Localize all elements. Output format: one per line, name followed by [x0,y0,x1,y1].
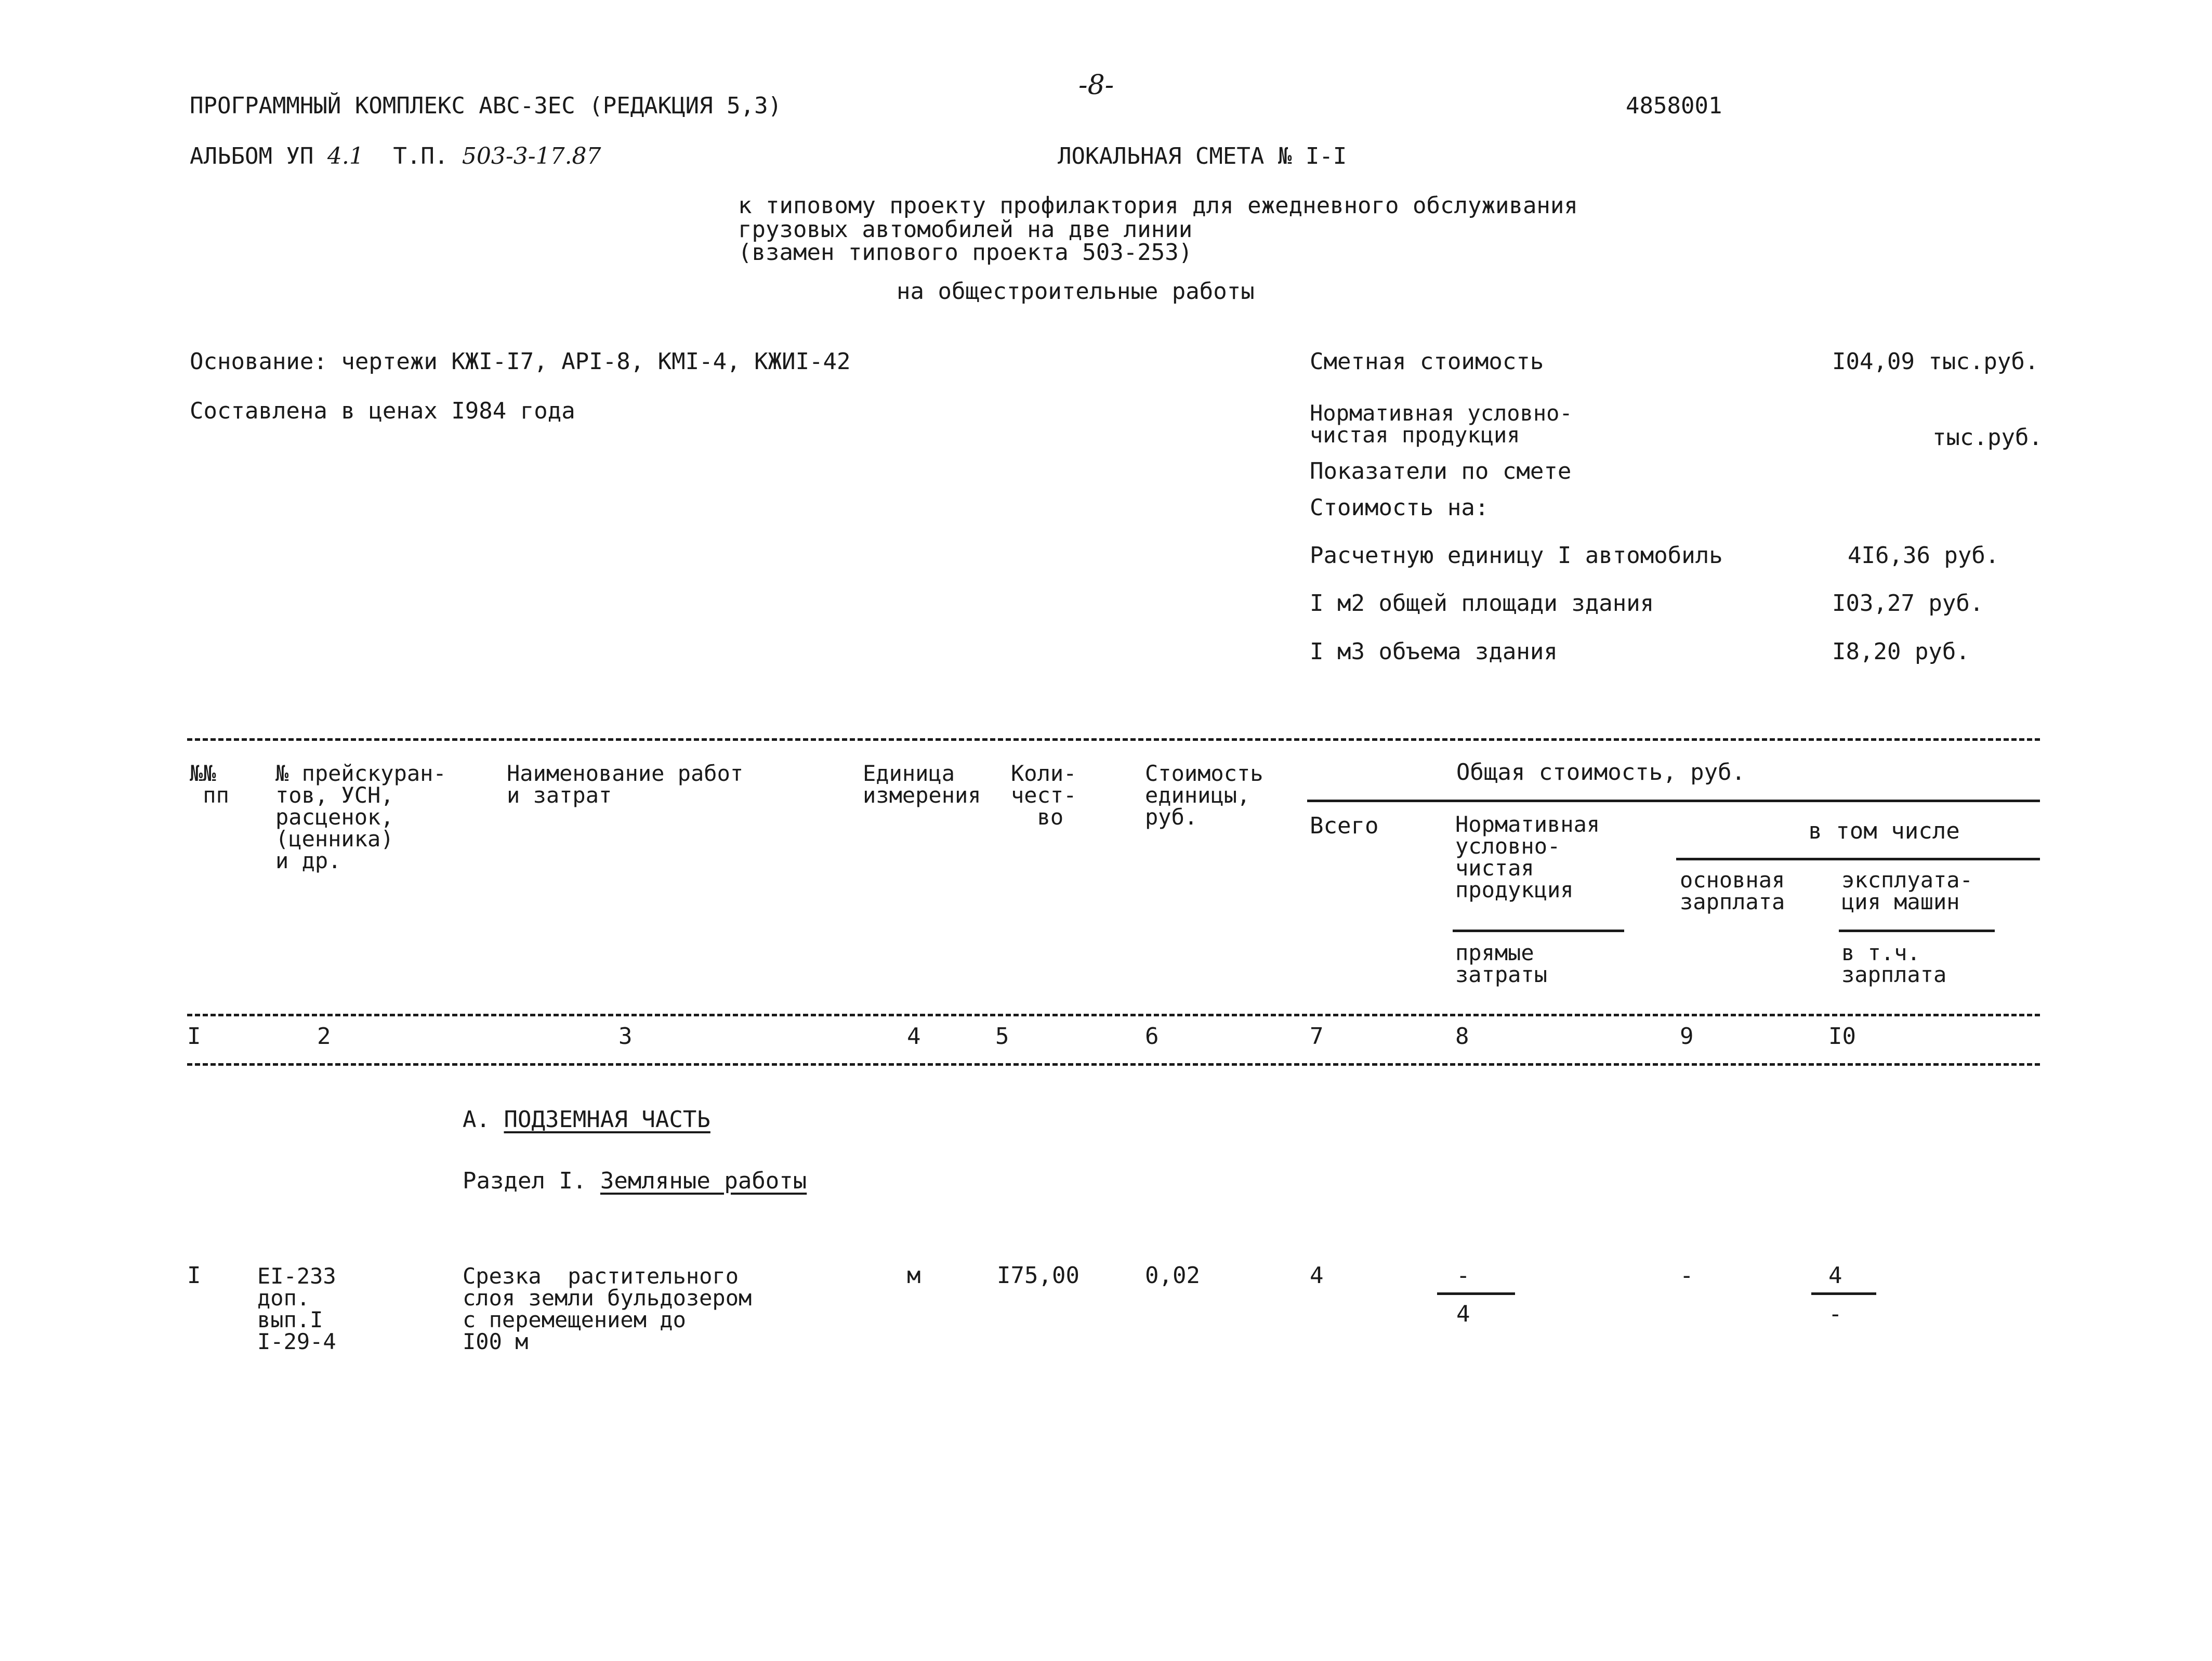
header-normative-product: Нормативная условно- чистая продукция [1455,812,1600,903]
section-a-heading [463,1107,710,1132]
header-including-rule [1676,858,2040,860]
tp-prefix: Т.П. [393,143,449,169]
column-number: 9 [1680,1023,1694,1050]
row-unit-cost: 0,02 [1145,1262,1200,1289]
section-1-prefix: Раздел I. [463,1168,587,1194]
subtitle-line-4: на общестроительные работы [897,278,1255,305]
row-price-code: ЕI-233 доп. вып.I I-29-4 [257,1263,336,1354]
tp-handwritten: 503-3-17.87 [462,143,601,169]
header-total: Всего [1310,813,1379,839]
estimate-cost-label: Сметная стоимость [1310,348,1544,375]
section-a-title: ПОДЗЕМНАЯ ЧАСТЬ [504,1106,710,1133]
header-machine-rule [1839,930,1995,932]
album-handwritten: 4.1 [327,143,364,169]
column-number: 2 [317,1023,331,1050]
header-total-cost-group: Общая стоимость, руб. [1456,759,1746,786]
m3-cost-value: I8,20 руб. [1832,638,1970,665]
row-machines-rule [1811,1292,1876,1295]
page-number-mark: -8- [1078,70,1114,101]
subtitle-line-2: грузовых автомобилей на две линии [738,216,1193,243]
basis-drawings: Основание: чертежи КЖI-I7, АРI-8, КМI-4, КЖИI-42 [190,348,851,375]
estimate-cost-value: I04,09 тыс.руб. [1832,348,2039,375]
row-work-name: Срезка растительного слоя земли бульдозером с перемещением до I00 м [463,1263,752,1354]
indicators-label: Показатели по смете [1310,458,1572,485]
m3-cost-label: I м3 объема здания [1310,638,1558,665]
row-base-salary: - [1680,1262,1694,1289]
header-machine-salary: в т.ч. зарплата [1841,940,1947,987]
cost-on-label: Стоимость на: [1310,494,1489,521]
column-number: 5 [995,1023,1009,1050]
row-number: I [187,1262,201,1289]
album-line [190,144,601,169]
normative-product-value: тыс.руб. [1932,424,2043,451]
section-a-prefix: А. [463,1106,490,1133]
program-title: ПРОГРАММНЫЙ КОМПЛЕКС АВС-ЗЕС (РЕДАКЦИЯ 5,3) [190,93,782,119]
header-unit-cost: Стоимость единицы, руб. [1145,761,1263,830]
header-bottom-rule [187,1014,2040,1016]
unit-cost-value: 4I6,36 руб. [1848,542,1999,569]
header-direct-costs: прямые затраты [1455,940,1548,987]
row-normative-rule [1437,1292,1515,1295]
estimate-title: ЛОКАЛЬНАЯ СМЕТА № I-I [1058,143,1347,169]
document-code: 4858001 [1626,93,1722,119]
header-machine-operation: эксплуата- ция машин [1841,867,1973,914]
column-number: 3 [618,1023,633,1050]
column-numbers-rule [187,1063,2040,1066]
column-number: 6 [1145,1023,1159,1050]
m2-cost-value: I03,27 руб. [1832,590,1984,617]
header-including-group: в том числе [1808,818,1960,844]
column-number: 8 [1455,1023,1469,1050]
header-unit: Единица измерения [863,761,981,808]
row-quantity: I75,00 [997,1262,1079,1289]
row-unit: м [907,1262,921,1289]
header-price-list: № прейскуран- тов, УСН, расценок, (ценника) и др. [275,761,446,873]
normative-product-label: Нормативная условно- чистая продукция [1310,400,1573,448]
album-prefix: АЛЬБОМ УП [190,143,314,169]
row-total: 4 [1310,1262,1324,1289]
header-normative-rule [1453,930,1624,932]
row-normative: - [1456,1262,1470,1289]
subtitle-line-3: (взамен типового проекта 503-253) [738,239,1193,266]
header-row-number: №№ пп [190,761,229,808]
column-number: 4 [907,1023,921,1050]
header-base-salary: основная зарплата [1680,867,1785,914]
row-machines-salary: - [1828,1301,1842,1327]
column-number: I0 [1828,1023,1856,1050]
header-quantity: Коли- чест- во [1011,761,1077,830]
subtitle-line-1: к типовому проекту профилактория для ежедневного обслуживания [738,192,1578,219]
basis-prices-year: Составлена в ценах I984 года [190,398,575,424]
column-number: I [187,1023,201,1050]
unit-cost-label: Расчетную единицу I автомобиль [1310,542,1723,569]
section-1-title: Земляные работы [600,1168,807,1194]
column-number: 7 [1310,1023,1324,1050]
row-direct-costs: 4 [1456,1301,1470,1327]
header-group-rule [1307,800,2040,802]
m2-cost-label: I м2 общей площади здания [1310,590,1654,617]
section-1-heading [463,1169,807,1194]
row-machines: 4 [1828,1262,1842,1289]
table-top-rule [187,738,2040,741]
header-work-name: Наименование работ и затрат [507,761,744,808]
